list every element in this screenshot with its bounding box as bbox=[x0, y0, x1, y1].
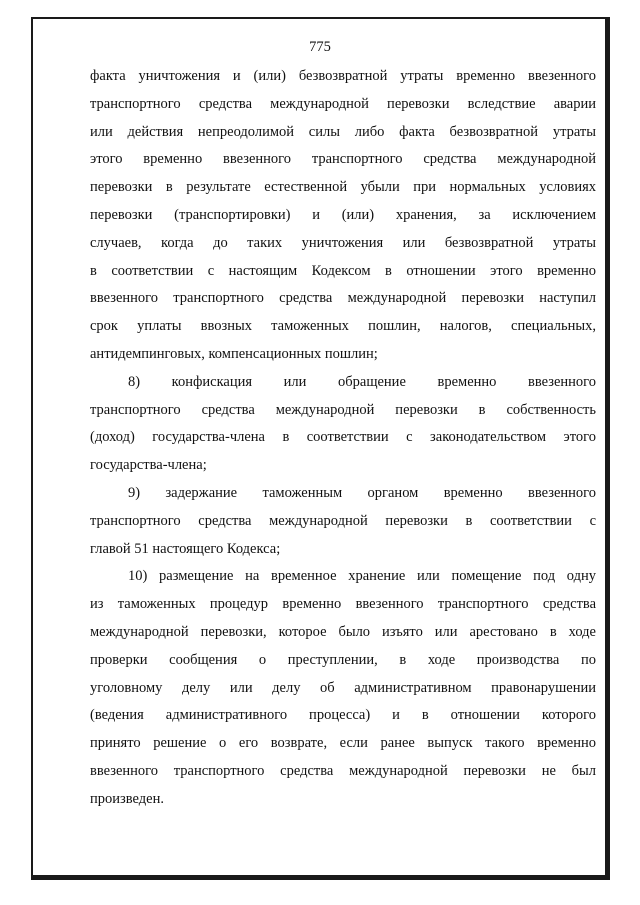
document-body bbox=[90, 63, 596, 814]
text-line: транспортного средства международной перевозки вследствие аварии bbox=[90, 95, 596, 112]
text-line: ввезенного транспортного средства международной перевозки не был bbox=[90, 762, 596, 779]
paragraph-item-10 bbox=[90, 563, 596, 813]
text-line: ввезенного транспортного средства международной перевозки наступил bbox=[90, 290, 596, 307]
text-line: этого временно ввезенного транспортного средства международной bbox=[90, 151, 596, 168]
text-line: главой 51 настоящего Кодекса; bbox=[90, 540, 281, 557]
text-line: принято решение о его возврате, если ранее выпуск такого временно bbox=[90, 735, 596, 752]
text-line: транспортного средства международной перевозки в соответствии с bbox=[90, 512, 596, 529]
text-line: перевозки в результате естественной убыли при нормальных условиях bbox=[90, 179, 596, 196]
text-line: произведен. bbox=[90, 790, 164, 807]
text-line: 9) задержание таможенным органом временно ввезенного bbox=[128, 484, 596, 501]
text-line: проверки сообщения о преступлении, в ходе производства по bbox=[90, 651, 596, 668]
text-line: (ведения административного процесса) и в отношении которого bbox=[90, 707, 596, 724]
text-line: или действия непреодолимой силы либо факта безвозвратной утраты bbox=[90, 123, 596, 140]
paragraph-item-9 bbox=[90, 480, 596, 563]
text-line: антидемпинговых, компенсационных пошлин; bbox=[90, 345, 378, 362]
text-line: 10) размещение на временное хранение или помещение под одну bbox=[128, 568, 596, 585]
text-line: из таможенных процедур временно ввезенного транспортного средства bbox=[90, 596, 596, 613]
text-line: государства-члена; bbox=[90, 457, 207, 474]
paragraph-item-8 bbox=[90, 369, 596, 480]
text-line: 8) конфискация или обращение временно ввезенного bbox=[128, 373, 596, 390]
text-line: случаев, когда до таких уничтожения или безвозвратной утраты bbox=[90, 234, 596, 251]
text-line: (доход) государства-члена в соответствии с законодательством этого bbox=[90, 429, 596, 446]
text-line: срок уплаты ввозных таможенных пошлин, налогов, специальных, bbox=[90, 318, 596, 335]
text-line: в соответствии с настоящим Кодексом в отношении этого временно bbox=[90, 262, 596, 279]
text-line: перевозки (транспортировки) и (или) хранения, за исключением bbox=[90, 206, 596, 223]
paragraph-continuation bbox=[90, 63, 596, 369]
text-line: факта уничтожения и (или) безвозвратной утраты временно ввезенного bbox=[90, 68, 596, 84]
page-number: 775 bbox=[309, 39, 331, 55]
text-line: уголовному делу или делу об административном правонарушении bbox=[90, 679, 596, 696]
text-line: транспортного средства международной перевозки в собственность bbox=[90, 401, 596, 418]
text-line: международной перевозки, которое было изъято или арестовано в ходе bbox=[90, 623, 596, 640]
